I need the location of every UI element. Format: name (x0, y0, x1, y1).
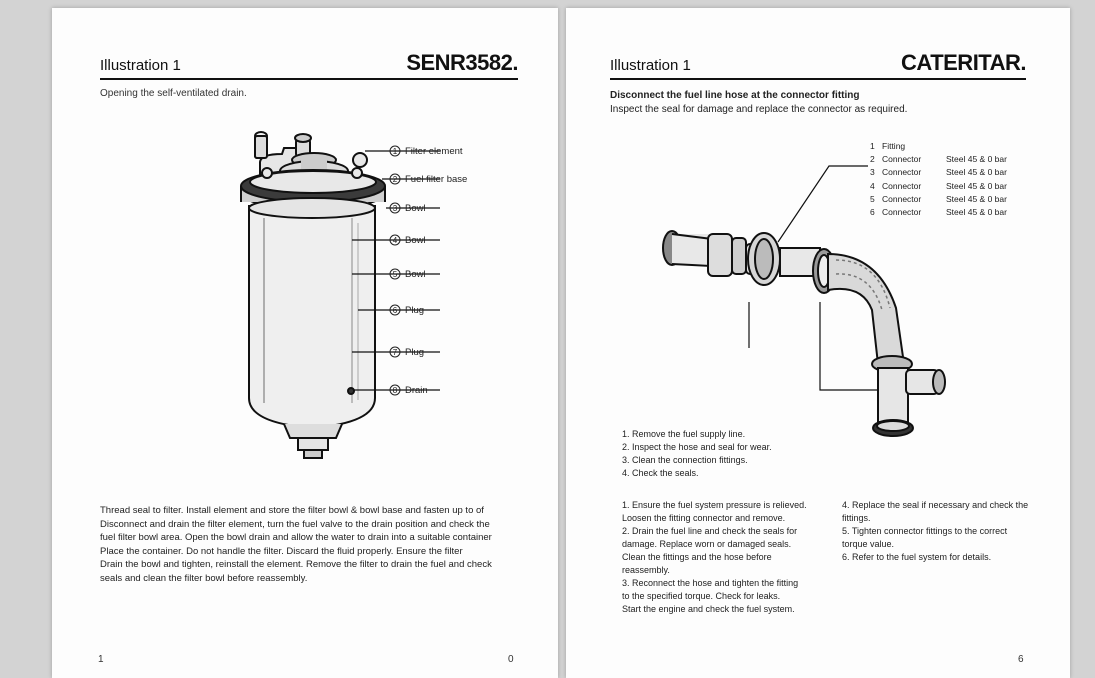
body-line: fuel filter bowl area. Open the bowl drain and allow the water to drain into a suitable container (100, 532, 492, 543)
subhead-1: Disconnect the fuel line hose at the connector fitting (610, 90, 860, 101)
subhead-2: Inspect the seal for damage and replace the connector as required. (610, 104, 908, 115)
list-item: 6. Refer to the fuel system for details. (842, 552, 992, 562)
callout-8 (390, 385, 428, 396)
steps-column-1 (622, 499, 832, 616)
list-item: Start the engine and check the fuel system. (622, 604, 795, 614)
svg-text:6: 6 (392, 306, 398, 315)
list-item: 2. Inspect the hose and seal for wear. (622, 442, 772, 452)
list-item: reassembly. (622, 565, 670, 575)
svg-text:Filter element: Filter element (405, 146, 463, 157)
callout-list (390, 146, 467, 396)
list-item: torque value. (842, 539, 895, 549)
illustration-label: Illustration 1 (100, 57, 181, 74)
legend-row: 5 Connector Steel 45 & 0 bar (870, 193, 1007, 204)
callout-4 (390, 235, 426, 246)
list-item: Clean the fittings and the hose before (622, 552, 772, 562)
page-number-right: 0 (508, 654, 514, 665)
list-item: 3. Reconnect the hose and tighten the fitting (622, 578, 799, 588)
list-item: damage. Replace worn or damaged seals. (622, 539, 792, 549)
svg-text:2: 2 (392, 175, 398, 184)
svg-text:Bowl: Bowl (405, 269, 426, 280)
document-id: SENR3582. (406, 50, 518, 75)
page-number-left: 1 (98, 654, 104, 665)
right-page (566, 8, 1070, 678)
list-item: 5. Tighten connector fittings to the correct (842, 526, 1008, 536)
fuel-filter-illustration (52, 8, 558, 478)
list-item: 1. Ensure the fuel system pressure is relieved. (622, 500, 807, 510)
body-line: Drain the bowl and tighten, reinstall the element. Remove the filter to drain the fuel and check (100, 559, 492, 570)
list-item: 4. Check the seals. (622, 468, 699, 478)
legend-row: 3 Connector Steel 45 & 0 bar (870, 167, 1007, 178)
list-item: to the specified torque. Check for leaks. (622, 591, 781, 601)
body-line: Disconnect and drain the filter element, turn the fuel valve to the drain position and check the (100, 518, 490, 530)
legend-row: 2 Connector Steel 45 & 0 bar (870, 154, 1007, 165)
svg-text:Bowl: Bowl (405, 203, 426, 214)
list-item: 4. Replace the seal if necessary and check the (842, 500, 1029, 510)
svg-text:Plug: Plug (405, 305, 425, 316)
body-line: Thread seal to filter. Install element and store the filter bowl & bowl base and fasten up to of (100, 505, 484, 516)
short-steps-list (622, 428, 772, 480)
list-item: fittings. (842, 513, 871, 523)
illustration-label: Illustration 1 (610, 57, 691, 74)
callout-6 (390, 305, 424, 316)
callout-5 (390, 269, 426, 280)
list-item: 3. Clean the connection fittings. (622, 455, 748, 465)
body-paragraph (100, 504, 520, 585)
page-number: 6 (1018, 654, 1024, 665)
svg-text:1: 1 (392, 147, 398, 156)
svg-text:7: 7 (392, 348, 398, 357)
svg-text:Fuel filter base: Fuel filter base (405, 174, 468, 185)
svg-text:Drain: Drain (405, 385, 428, 396)
svg-text:3: 3 (392, 204, 398, 213)
legend-row: 4 Connector Steel 45 & 0 bar (870, 180, 1007, 191)
left-page (52, 8, 558, 678)
brand-logo-text: CATERITAR. (901, 50, 1026, 75)
callout-7 (390, 347, 424, 358)
steps-column-2 (842, 499, 1032, 564)
hose-fitting-illustration (566, 8, 1070, 448)
legend-row: 6 Connector Steel 45 & 0 bar (870, 207, 1007, 218)
callout-3 (390, 203, 426, 214)
body-line: seals and clean the filter bowl before reassembly. (100, 572, 308, 584)
list-item: Loosen the fitting connector and remove. (622, 513, 786, 523)
list-item: 1. Remove the fuel supply line. (622, 429, 746, 439)
list-item: 2. Drain the fuel line and check the seals for (622, 526, 798, 536)
svg-text:Plug: Plug (405, 347, 425, 358)
legend-row: 1 Fitting (870, 141, 906, 151)
figure-caption: Opening the self-ventilated drain. (100, 88, 247, 99)
svg-text:5: 5 (392, 270, 398, 279)
svg-text:8: 8 (392, 386, 398, 395)
svg-text:4: 4 (392, 236, 398, 245)
svg-text:Bowl: Bowl (405, 235, 426, 246)
body-line: Place the container. Do not handle the filter. Discard the fluid properly. Ensure the filter (100, 545, 463, 557)
